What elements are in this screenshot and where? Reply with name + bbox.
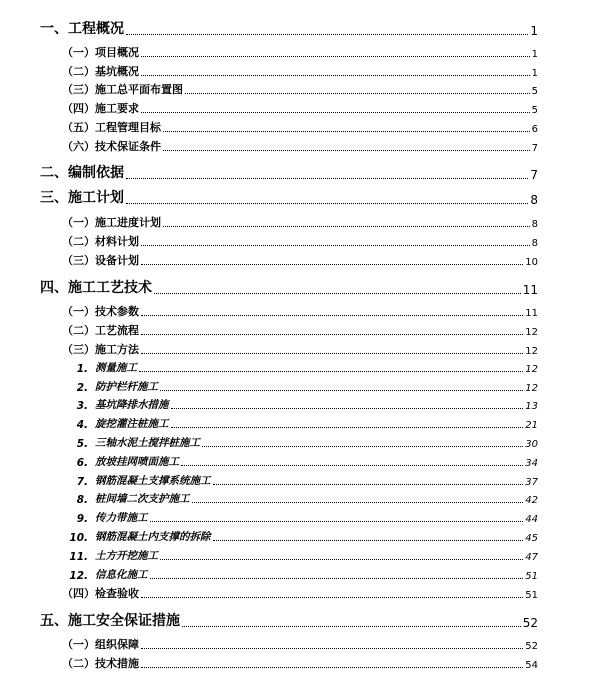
toc-entry-number: 8. <box>76 494 88 506</box>
toc-entry-page-number: 1 <box>531 49 538 60</box>
toc-entry-level-2[interactable] <box>0 120 615 135</box>
dot-leader <box>171 427 524 428</box>
dot-leader <box>141 75 530 76</box>
toc-entry-level-2[interactable] <box>0 342 615 357</box>
dot-leader <box>160 559 523 560</box>
toc-entry-number: 3. <box>76 400 88 412</box>
toc-entry-page-number: 51 <box>525 571 538 582</box>
toc-entry-title: 信息化施工 <box>95 569 148 581</box>
toc-entry-number: 4. <box>76 419 88 431</box>
toc-entry-page-number: 54 <box>525 660 538 671</box>
toc-entry-page-number: 1 <box>530 24 538 38</box>
toc-entry-page-number: 12 <box>525 327 538 338</box>
toc-entry-title: 钢筋混凝土支撑系统施工 <box>95 475 211 487</box>
toc-entry-page-number: 6 <box>531 124 538 135</box>
toc-entry-number: 1. <box>76 363 88 375</box>
toc-entry-title: （二）基坑概况 <box>62 65 139 78</box>
toc-entry-page-number: 52 <box>525 641 538 652</box>
toc-entry-page-number: 37 <box>525 477 538 488</box>
toc-entry-title: （三）施工方法 <box>62 343 139 356</box>
toc-entry-level-1[interactable] <box>0 612 615 630</box>
toc-entry-level-3[interactable] <box>0 511 615 525</box>
toc-entry-title: 基坑降排水措施 <box>95 399 169 411</box>
dot-leader <box>141 597 523 598</box>
toc-entry-level-1[interactable] <box>0 20 615 38</box>
dot-leader <box>182 626 521 627</box>
toc-entry-title: 五、施工安全保证措施 <box>40 613 180 629</box>
toc-entry-number: 7. <box>76 476 88 488</box>
toc-entry-level-2[interactable] <box>0 253 615 268</box>
dot-leader <box>163 150 530 151</box>
dot-leader <box>141 112 530 113</box>
dot-leader <box>126 178 528 179</box>
toc-entry-title: 传力带施工 <box>95 512 148 524</box>
toc-entry-title: （一）项目概况 <box>62 46 139 59</box>
toc-entry-number: 12. <box>69 570 88 582</box>
dot-leader <box>150 521 524 522</box>
toc-entry-page-number: 5 <box>531 105 538 116</box>
toc-entry-level-2[interactable] <box>0 304 615 319</box>
toc-entry-title: 三、施工计划 <box>40 190 124 206</box>
toc-entry-level-3[interactable] <box>0 549 615 563</box>
toc-entry-title: 旋挖灌注桩施工 <box>95 418 169 430</box>
dot-leader <box>171 408 524 409</box>
toc-entry-level-2[interactable] <box>0 215 615 230</box>
toc-entry-level-3[interactable] <box>0 417 615 431</box>
toc-entry-level-3[interactable] <box>0 474 615 488</box>
toc-entry-number: 5. <box>76 438 88 450</box>
toc-entry-title: 放坡挂网喷面施工 <box>95 456 179 468</box>
toc-entry-title: （一）施工进度计划 <box>62 216 161 229</box>
toc-entry-level-3[interactable] <box>0 380 615 394</box>
toc-entry-title: （一）技术参数 <box>62 305 139 318</box>
toc-entry-page-number: 30 <box>525 439 538 450</box>
toc-entry-level-1[interactable] <box>0 189 615 207</box>
toc-entry-page-number: 42 <box>525 495 538 506</box>
dot-leader <box>139 371 523 372</box>
toc-entry-page-number: 8 <box>530 193 538 207</box>
toc-entry-page-number: 5 <box>531 86 538 97</box>
toc-entry-page-number: 51 <box>525 590 538 601</box>
toc-entry-level-3[interactable] <box>0 361 615 375</box>
toc-entry-title: 桩间墙二次支护施工 <box>95 493 190 505</box>
toc-entry-title: （二）材料计划 <box>62 235 139 248</box>
toc-entry-level-3[interactable] <box>0 492 615 506</box>
toc-entry-page-number: 12 <box>525 364 538 375</box>
toc-entry-level-2[interactable] <box>0 637 615 652</box>
toc-entry-title: （六）技术保证条件 <box>62 140 161 153</box>
toc-entry-title: 土方开挖施工 <box>95 550 158 562</box>
dot-leader <box>160 390 523 391</box>
toc-entry-title: （二）技术措施 <box>62 657 139 670</box>
toc-entry-title: 测量施工 <box>95 362 137 374</box>
dot-leader <box>141 315 523 316</box>
toc-entry-page-number: 47 <box>525 552 538 563</box>
toc-entry-level-3[interactable] <box>0 398 615 412</box>
toc-entry-title: （一）组织保障 <box>62 638 139 651</box>
dot-leader <box>213 484 524 485</box>
dot-leader <box>154 293 521 294</box>
toc-entry-number: 6. <box>76 457 88 469</box>
toc-entry-number: 10. <box>69 532 88 544</box>
toc-entry-title: 钢筋混凝土内支撑的拆除 <box>95 531 211 543</box>
dot-leader <box>141 56 530 57</box>
dot-leader <box>181 465 523 466</box>
toc-entry-page-number: 8 <box>531 219 538 230</box>
toc-entry-page-number: 11 <box>525 308 538 319</box>
dot-leader <box>185 93 530 94</box>
toc-entry-page-number: 7 <box>531 143 538 154</box>
dot-leader <box>192 502 524 503</box>
toc-entry-title: 三轴水泥土搅拌桩施工 <box>95 437 200 449</box>
toc-entry-page-number: 13 <box>525 401 538 412</box>
toc-entry-page-number: 11 <box>522 283 538 297</box>
toc-entry-title: （二）工艺流程 <box>62 324 139 337</box>
dot-leader <box>141 334 523 335</box>
toc-entry-level-3[interactable] <box>0 455 615 469</box>
toc-entry-number: 11. <box>69 551 88 563</box>
dot-leader <box>163 226 530 227</box>
toc-entry-page-number: 8 <box>531 238 538 249</box>
toc-entry-level-2[interactable] <box>0 45 615 60</box>
toc-entry-page-number: 1 <box>531 68 538 79</box>
toc-entry-level-1[interactable] <box>0 164 615 182</box>
toc-entry-page-number: 45 <box>525 533 538 544</box>
toc-entry-level-2[interactable] <box>0 64 615 79</box>
toc-entry-level-2[interactable] <box>0 323 615 338</box>
toc-entry-page-number: 12 <box>525 346 538 357</box>
toc-entry-title: 二、编制依据 <box>40 165 124 181</box>
toc-entry-title: 一、工程概况 <box>40 21 124 37</box>
toc-entry-title: 四、施工工艺技术 <box>40 280 152 296</box>
dot-leader <box>141 667 523 668</box>
toc-entry-page-number: 21 <box>525 420 538 431</box>
dot-leader <box>141 264 523 265</box>
toc-entry-title: （五）工程管理目标 <box>62 121 161 134</box>
toc-entry-page-number: 7 <box>530 168 538 182</box>
toc-entry-page-number: 12 <box>525 383 538 394</box>
toc-entry-level-2[interactable] <box>0 101 615 116</box>
dot-leader <box>126 34 528 35</box>
toc-entry-level-2[interactable] <box>0 82 615 97</box>
dot-leader <box>126 203 528 204</box>
toc-entry-number: 2. <box>76 382 88 394</box>
toc-entry-level-2[interactable] <box>0 139 615 154</box>
toc-entry-number: 9. <box>76 513 88 525</box>
toc-entry-title: （三）设备计划 <box>62 254 139 267</box>
toc-entry-title: （四）施工要求 <box>62 102 139 115</box>
toc-entry-level-3[interactable] <box>0 568 615 582</box>
toc-entry-title: （四）检查验收 <box>62 587 139 600</box>
dot-leader <box>141 245 530 246</box>
dot-leader <box>150 578 524 579</box>
dot-leader <box>213 540 524 541</box>
toc-entry-level-2[interactable] <box>0 234 615 249</box>
toc-entry-title: 防护栏杆施工 <box>95 381 158 393</box>
dot-leader <box>163 131 530 132</box>
toc-entry-page-number: 52 <box>522 616 538 630</box>
toc-entry-page-number: 10 <box>525 257 538 268</box>
toc-entry-title: （三）施工总平面布置图 <box>62 83 183 96</box>
toc-entry-level-3[interactable] <box>0 436 615 450</box>
toc-entry-level-2[interactable] <box>0 656 615 671</box>
toc-entry-level-3[interactable] <box>0 530 615 544</box>
toc-entry-level-2[interactable] <box>0 586 615 601</box>
dot-leader <box>202 446 523 447</box>
toc-entry-level-1[interactable] <box>0 279 615 297</box>
toc-entry-page-number: 34 <box>525 458 538 469</box>
dot-leader <box>141 648 523 649</box>
dot-leader <box>141 353 523 354</box>
toc-entry-page-number: 44 <box>525 514 538 525</box>
